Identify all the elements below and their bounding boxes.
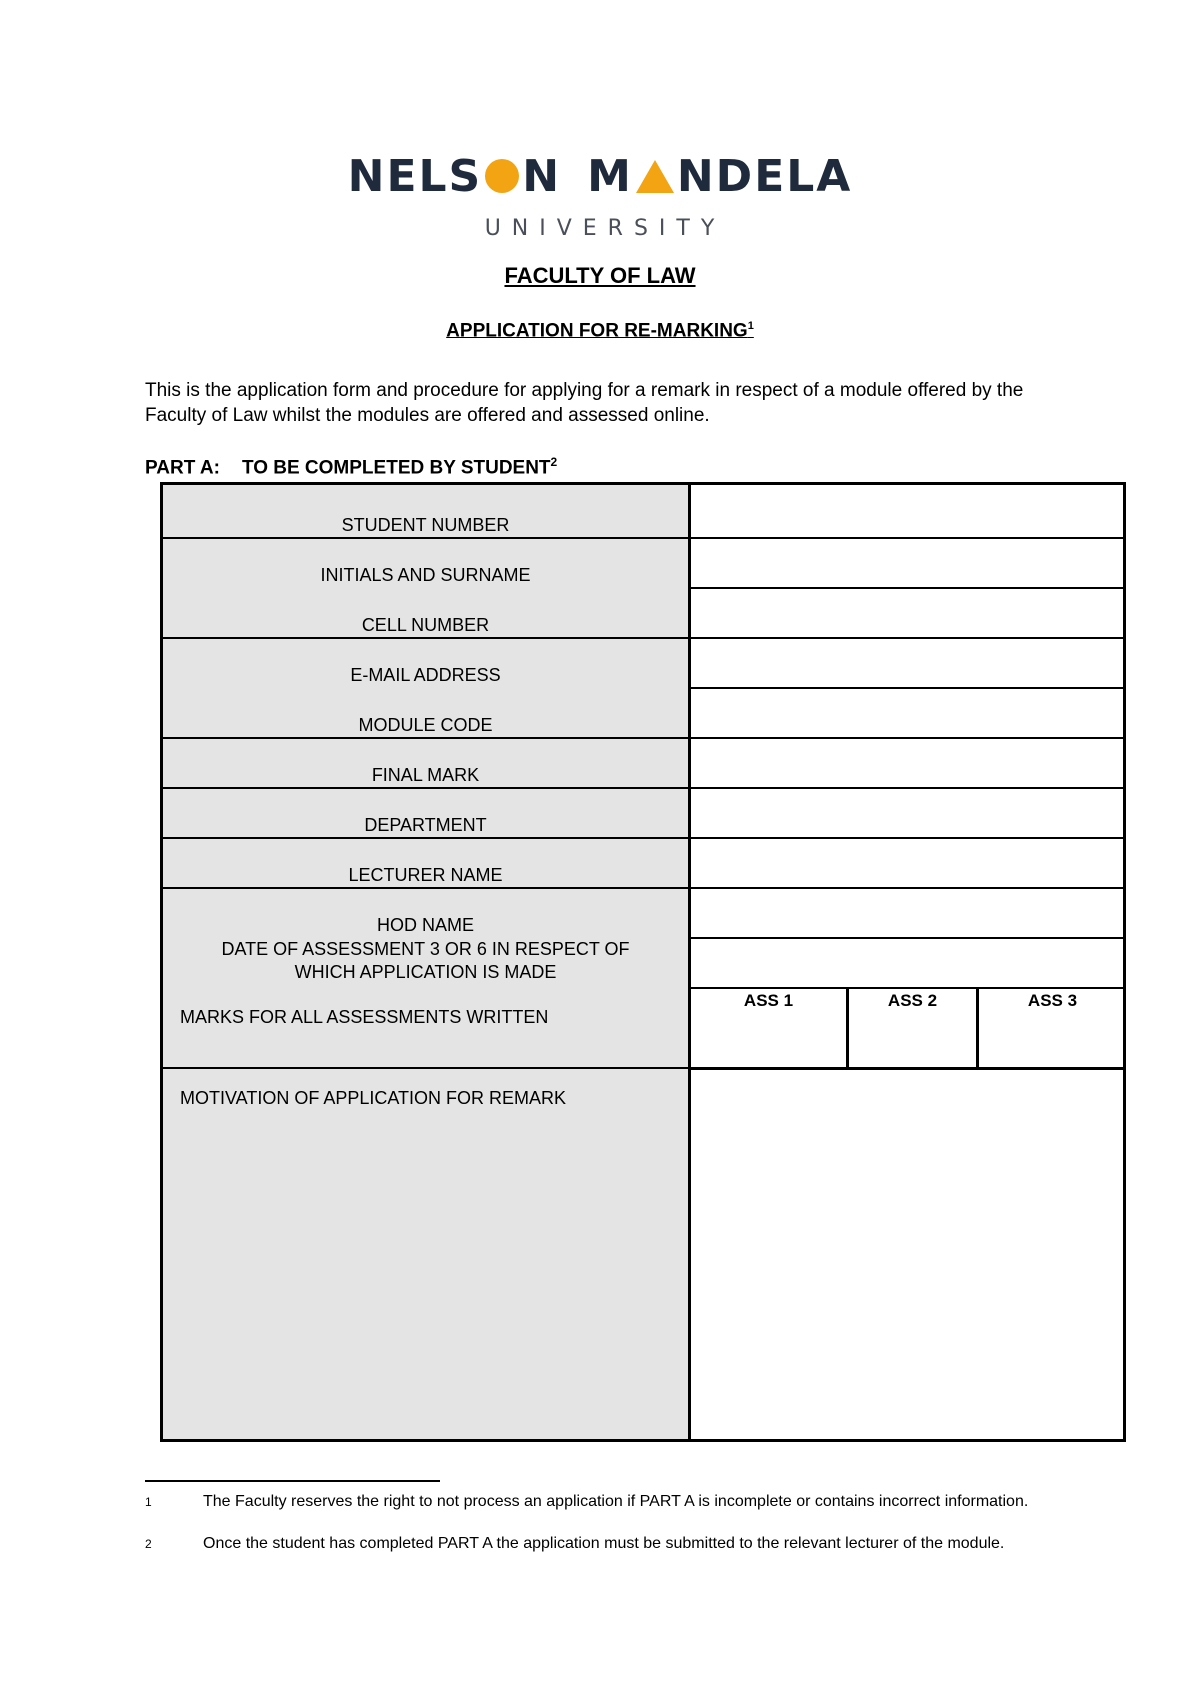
label-marks-all: MARKS FOR ALL ASSESSMENTS WRITTEN bbox=[180, 1007, 549, 1027]
logo-text-n: N bbox=[522, 150, 562, 202]
divider bbox=[691, 537, 1123, 539]
footnote-separator bbox=[145, 1480, 440, 1482]
divider bbox=[691, 987, 1123, 989]
divider bbox=[691, 787, 1123, 789]
logo-text-ndela: NDELA bbox=[676, 150, 853, 202]
logo-university: UNIVERSITY bbox=[484, 216, 726, 241]
form-label-column bbox=[163, 485, 691, 1439]
logo-sun-icon bbox=[485, 159, 519, 193]
label-date-of-assessment-line2: WHICH APPLICATION IS MADE bbox=[294, 962, 557, 982]
footnote-text: Once the student has completed PART A the application must be submitted to the relevant lecturer of the module. bbox=[203, 1535, 1005, 1552]
logo-text-m: M bbox=[587, 150, 633, 202]
university-logo bbox=[0, 150, 1200, 241]
label-cell-number: CELL NUMBER bbox=[361, 615, 490, 635]
student-form bbox=[160, 482, 1126, 1442]
divider bbox=[691, 637, 1123, 639]
part-a-heading bbox=[145, 455, 557, 479]
divider bbox=[691, 937, 1123, 939]
divider bbox=[163, 887, 688, 889]
logo-word-mandela bbox=[587, 151, 852, 202]
divider bbox=[691, 1067, 1123, 1070]
logo-word-nelson bbox=[348, 151, 561, 202]
footnote-1 bbox=[145, 1492, 1065, 1512]
divider bbox=[691, 887, 1123, 889]
footnote-2 bbox=[145, 1534, 1065, 1554]
footnote-text: The Faculty reserves the right to not process an application if PART A is incomplete or contains incorrect information. bbox=[203, 1493, 1029, 1510]
divider bbox=[163, 837, 688, 839]
footnote-ref-2: 2 bbox=[550, 455, 558, 469]
footnote-number: 1 bbox=[145, 1495, 152, 1509]
logo-triangle-icon bbox=[636, 160, 674, 193]
label-hod-name: HOD NAME bbox=[376, 915, 474, 935]
application-heading bbox=[0, 320, 1200, 342]
part-a-label: PART A: bbox=[145, 457, 220, 479]
part-a-title: TO BE COMPLETED BY STUDENT bbox=[241, 457, 551, 479]
intro-paragraph: This is the application form and procedure for applying for a remark in respect of a module offered by the Faculty of Law whilst the modules are offered and assessed online. bbox=[145, 380, 1024, 426]
divider bbox=[691, 687, 1123, 689]
divider bbox=[163, 737, 688, 739]
label-initials-surname: INITIALS AND SURNAME bbox=[320, 565, 531, 585]
divider bbox=[163, 1067, 688, 1069]
divider bbox=[691, 837, 1123, 839]
header-ass-2: ASS 2 bbox=[887, 991, 938, 1010]
divider bbox=[691, 737, 1123, 739]
header-ass-1: ASS 1 bbox=[743, 991, 794, 1010]
divider bbox=[691, 587, 1123, 589]
divider bbox=[163, 787, 688, 789]
footnote-ref-1: 1 bbox=[747, 320, 754, 332]
label-lecturer-name: LECTURER NAME bbox=[348, 865, 503, 885]
header-ass-3: ASS 3 bbox=[1027, 991, 1078, 1010]
application-heading-text: APPLICATION FOR RE-MARKING bbox=[446, 320, 748, 342]
label-date-of-assessment-line1: DATE OF ASSESSMENT 3 OR 6 IN RESPECT OF bbox=[221, 939, 630, 959]
divider bbox=[163, 637, 688, 639]
label-module-code: MODULE CODE bbox=[358, 715, 493, 735]
faculty-heading: FACULTY OF LAW bbox=[504, 263, 696, 288]
logo-text-nels: NELS bbox=[347, 150, 483, 202]
divider bbox=[163, 537, 688, 539]
label-final-mark: FINAL MARK bbox=[371, 765, 480, 785]
logo-wordmark bbox=[0, 150, 1200, 202]
footnote-number: 2 bbox=[145, 1537, 152, 1551]
label-department: DEPARTMENT bbox=[364, 815, 487, 835]
label-student-number: STUDENT NUMBER bbox=[341, 515, 510, 535]
label-motivation: MOTIVATION OF APPLICATION FOR REMARK bbox=[180, 1088, 567, 1108]
label-email: E-MAIL ADDRESS bbox=[350, 665, 501, 685]
form-input-column bbox=[691, 485, 1123, 1439]
